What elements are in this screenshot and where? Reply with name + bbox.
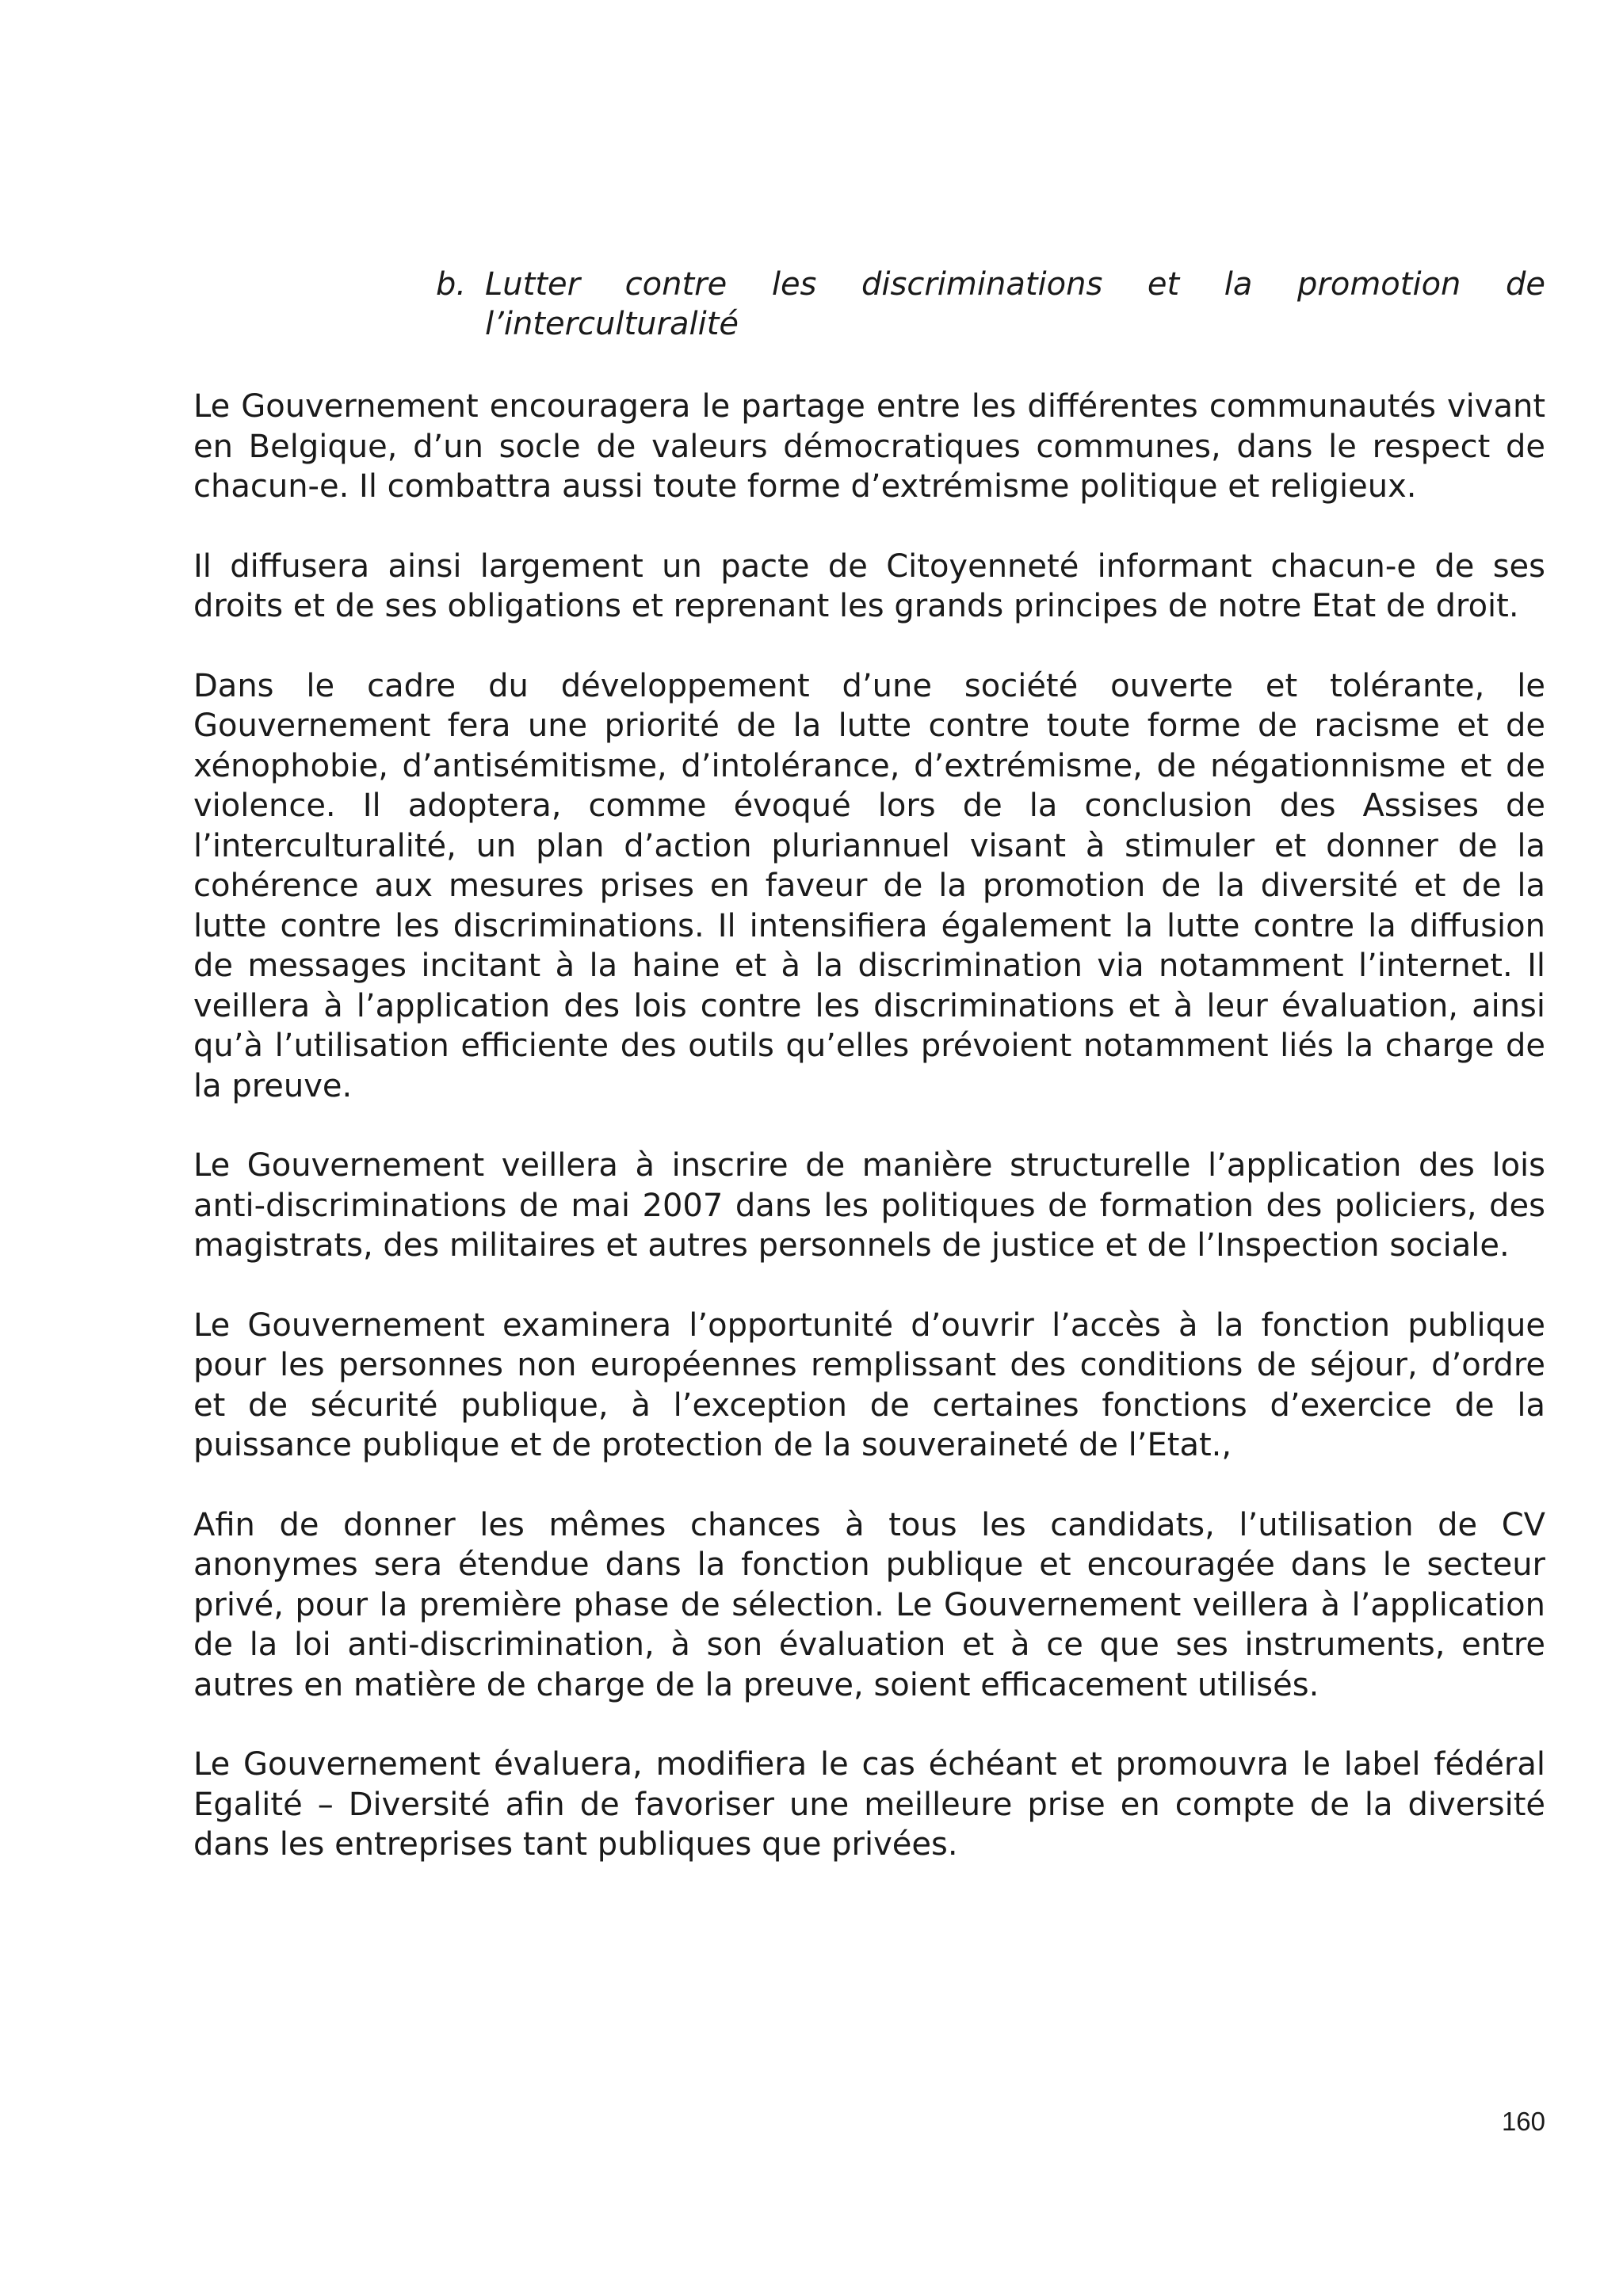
- paragraph-7: Le Gouvernement évaluera, modifiera le cas échéant et promouvra le label fédéral Egalité – Diversité afin de favoriser une meilleure prise en compte de la diversité dans les entreprises tant publiques que privées.: [193, 1746, 1545, 1863]
- paragraph-6: Afin de donner les mêmes chances à tous les candidats, l’utilisation de CV anonymes sera étendue dans la fonction publique et encouragée dans le secteur privé, pour la première phase de sélection. Le Gouvernement veillera à l’application de la loi anti-discrimination, à son évaluation et à ce que ses instruments, entre autres en matière de charge de la preuve, soient efficacement utilisés.: [193, 1506, 1545, 1703]
- page-number: 160: [1501, 2107, 1545, 2136]
- paragraph-5: Le Gouvernement examinera l’opportunité d’ouvrir l’accès à la fonction publique pour les personnes non européennes remplissant des conditions de séjour, d’ordre et de sécurité publique, à l’exception de certaines fonctions d’exercice de la puissance publique et de protection de la souveraineté de l’Etat.,: [193, 1306, 1545, 1463]
- heading-marker: b.: [436, 266, 467, 303]
- document-page: [193, 265, 1545, 1865]
- paragraph-4: Le Gouvernement veillera à inscrire de manière structurelle l’application des lois anti-discriminations de mai 2007 dans les politiques de formation des policiers, des magistrats, des militaires et autres personnels de justice et de l’Inspection sociale.: [193, 1147, 1545, 1264]
- heading-text: Lutter contre les discriminations et la promotion de l’interculturalité: [485, 266, 1545, 342]
- section-heading: [436, 265, 1545, 344]
- paragraph-3: Dans le cadre du développement d’une société ouverte et tolérante, le Gouvernement fera une priorité de la lutte contre toute forme de racisme et de xénophobie, d’antisémitisme, d’intolérance, d’extrémisme, de négationnisme et de violence. Il adoptera, comme évoqué lors de la conclusion des Assises de l’interculturalité, un plan d’action pluriannuel visant à stimuler et donner de la cohérence aux mesures prises en faveur de la promotion de la diversité et de la lutte contre les discriminations. Il intensifiera également la lutte contre la diffusion de messages incitant à la haine et à la discrimination via notamment l’internet. Il veillera à l’application des lois contre les discriminations et à leur évaluation, ainsi qu’à l’utilisation efficiente des outils qu’elles prévoient notamment liés la charge de la preuve.: [193, 667, 1545, 1104]
- paragraph-2: Il diffusera ainsi largement un pacte de Citoyenneté informant chacun-e de ses droits et de ses obligations et reprenant les grands principes de notre Etat de droit.: [193, 547, 1545, 624]
- paragraph-1: Le Gouvernement encouragera le partage entre les différentes communautés vivant en Belgique, d’un socle de valeurs démocratiques communes, dans le respect de chacun-e. Il combattra aussi toute forme d’extrémisme politique et religieux.: [193, 388, 1545, 505]
